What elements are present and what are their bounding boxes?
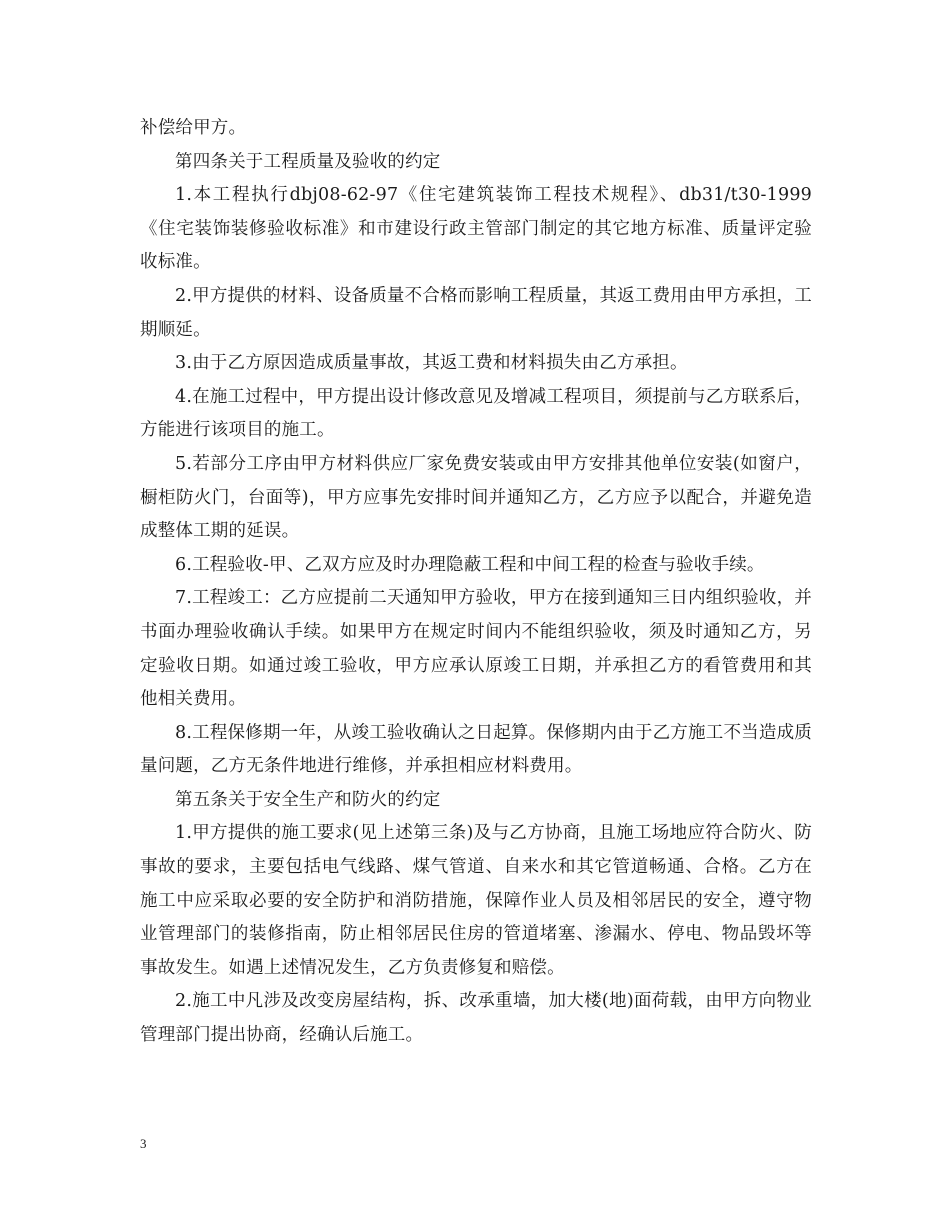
clause-4-1: 1.本工程执行dbj08-62-97《住宅建筑装饰工程技术规程》、db31/t30-1999《住宅装饰装修验收标准》和市建设行政主管部门制定的其它地方标准、质量评定验收标准。	[140, 185, 812, 273]
clause-4-3: 3.由于乙方原因造成质量事故，其返工费和材料损失由乙方承担。	[175, 353, 688, 374]
paragraph-continuation: 补偿给甲方。	[140, 118, 247, 138]
document-body	[140, 112, 812, 1053]
section-heading-article-5: 第五条关于安全生产和防火的约定	[175, 789, 441, 810]
clause-4-6: 6.工程验收-甲、乙双方应及时办理隐蔽工程和中间工程的检查与验收手续。	[175, 554, 765, 575]
clause-4-8: 8.工程保修期一年，从竣工验收确认之日起算。保修期内由于乙方施工不当造成质量问题，乙方无条件地进行维修，并承担相应材料费用。	[140, 722, 812, 777]
section-heading-article-4: 第四条关于工程质量及验收的约定	[175, 151, 441, 172]
clause-4-2: 2.甲方提供的材料、设备质量不合格而影响工程质量，其返工费用由甲方承担，工期顺延。	[140, 285, 812, 340]
clause-5-2: 2.施工中凡涉及改变房屋结构，拆、改承重墙，加大楼(地)面荷载，由甲方向物业管理部门提出协商，经确认后施工。	[140, 991, 812, 1046]
clause-4-7: 7.工程竣工：乙方应提前二天通知甲方验收，甲方在接到通知三日内组织验收，并书面办理验收确认手续。如果甲方在规定时间内不能组织验收，须及时通知乙方，另定验收日期。如通过竣工验收，甲方应承认原竣工日期，并承担乙方的看管费用和其他相关费用。	[140, 588, 812, 710]
page-number: 3	[140, 1136, 147, 1151]
clause-4-4: 4.在施工过程中，甲方提出设计修改意见及增减工程项目，须提前与乙方联系后，方能进行该项目的施工。	[140, 386, 812, 441]
clause-4-5: 5.若部分工序由甲方材料供应厂家免费安装或由甲方安排其他单位安装(如窗户，橱柜防火门，台面等)，甲方应事先安排时间并通知乙方，乙方应予以配合，并避免造成整体工期的延误。	[140, 453, 812, 542]
clause-5-1: 1.甲方提供的施工要求(见上述第三条)及与乙方协商，且施工场地应符合防火、防事故的要求，主要包括电气线路、煤气管道、自来水和其它管道畅通、合格。乙方在施工中应采取必要的安全防护和消防措施，保障作业人员及相邻居民的安全，遵守物业管理部门的装修指南，防止相邻居民住房的管道堵塞、渗漏水、停电、物品毁坏等事故发生。如遇上述情况发生，乙方负责修复和赔偿。	[140, 823, 812, 978]
